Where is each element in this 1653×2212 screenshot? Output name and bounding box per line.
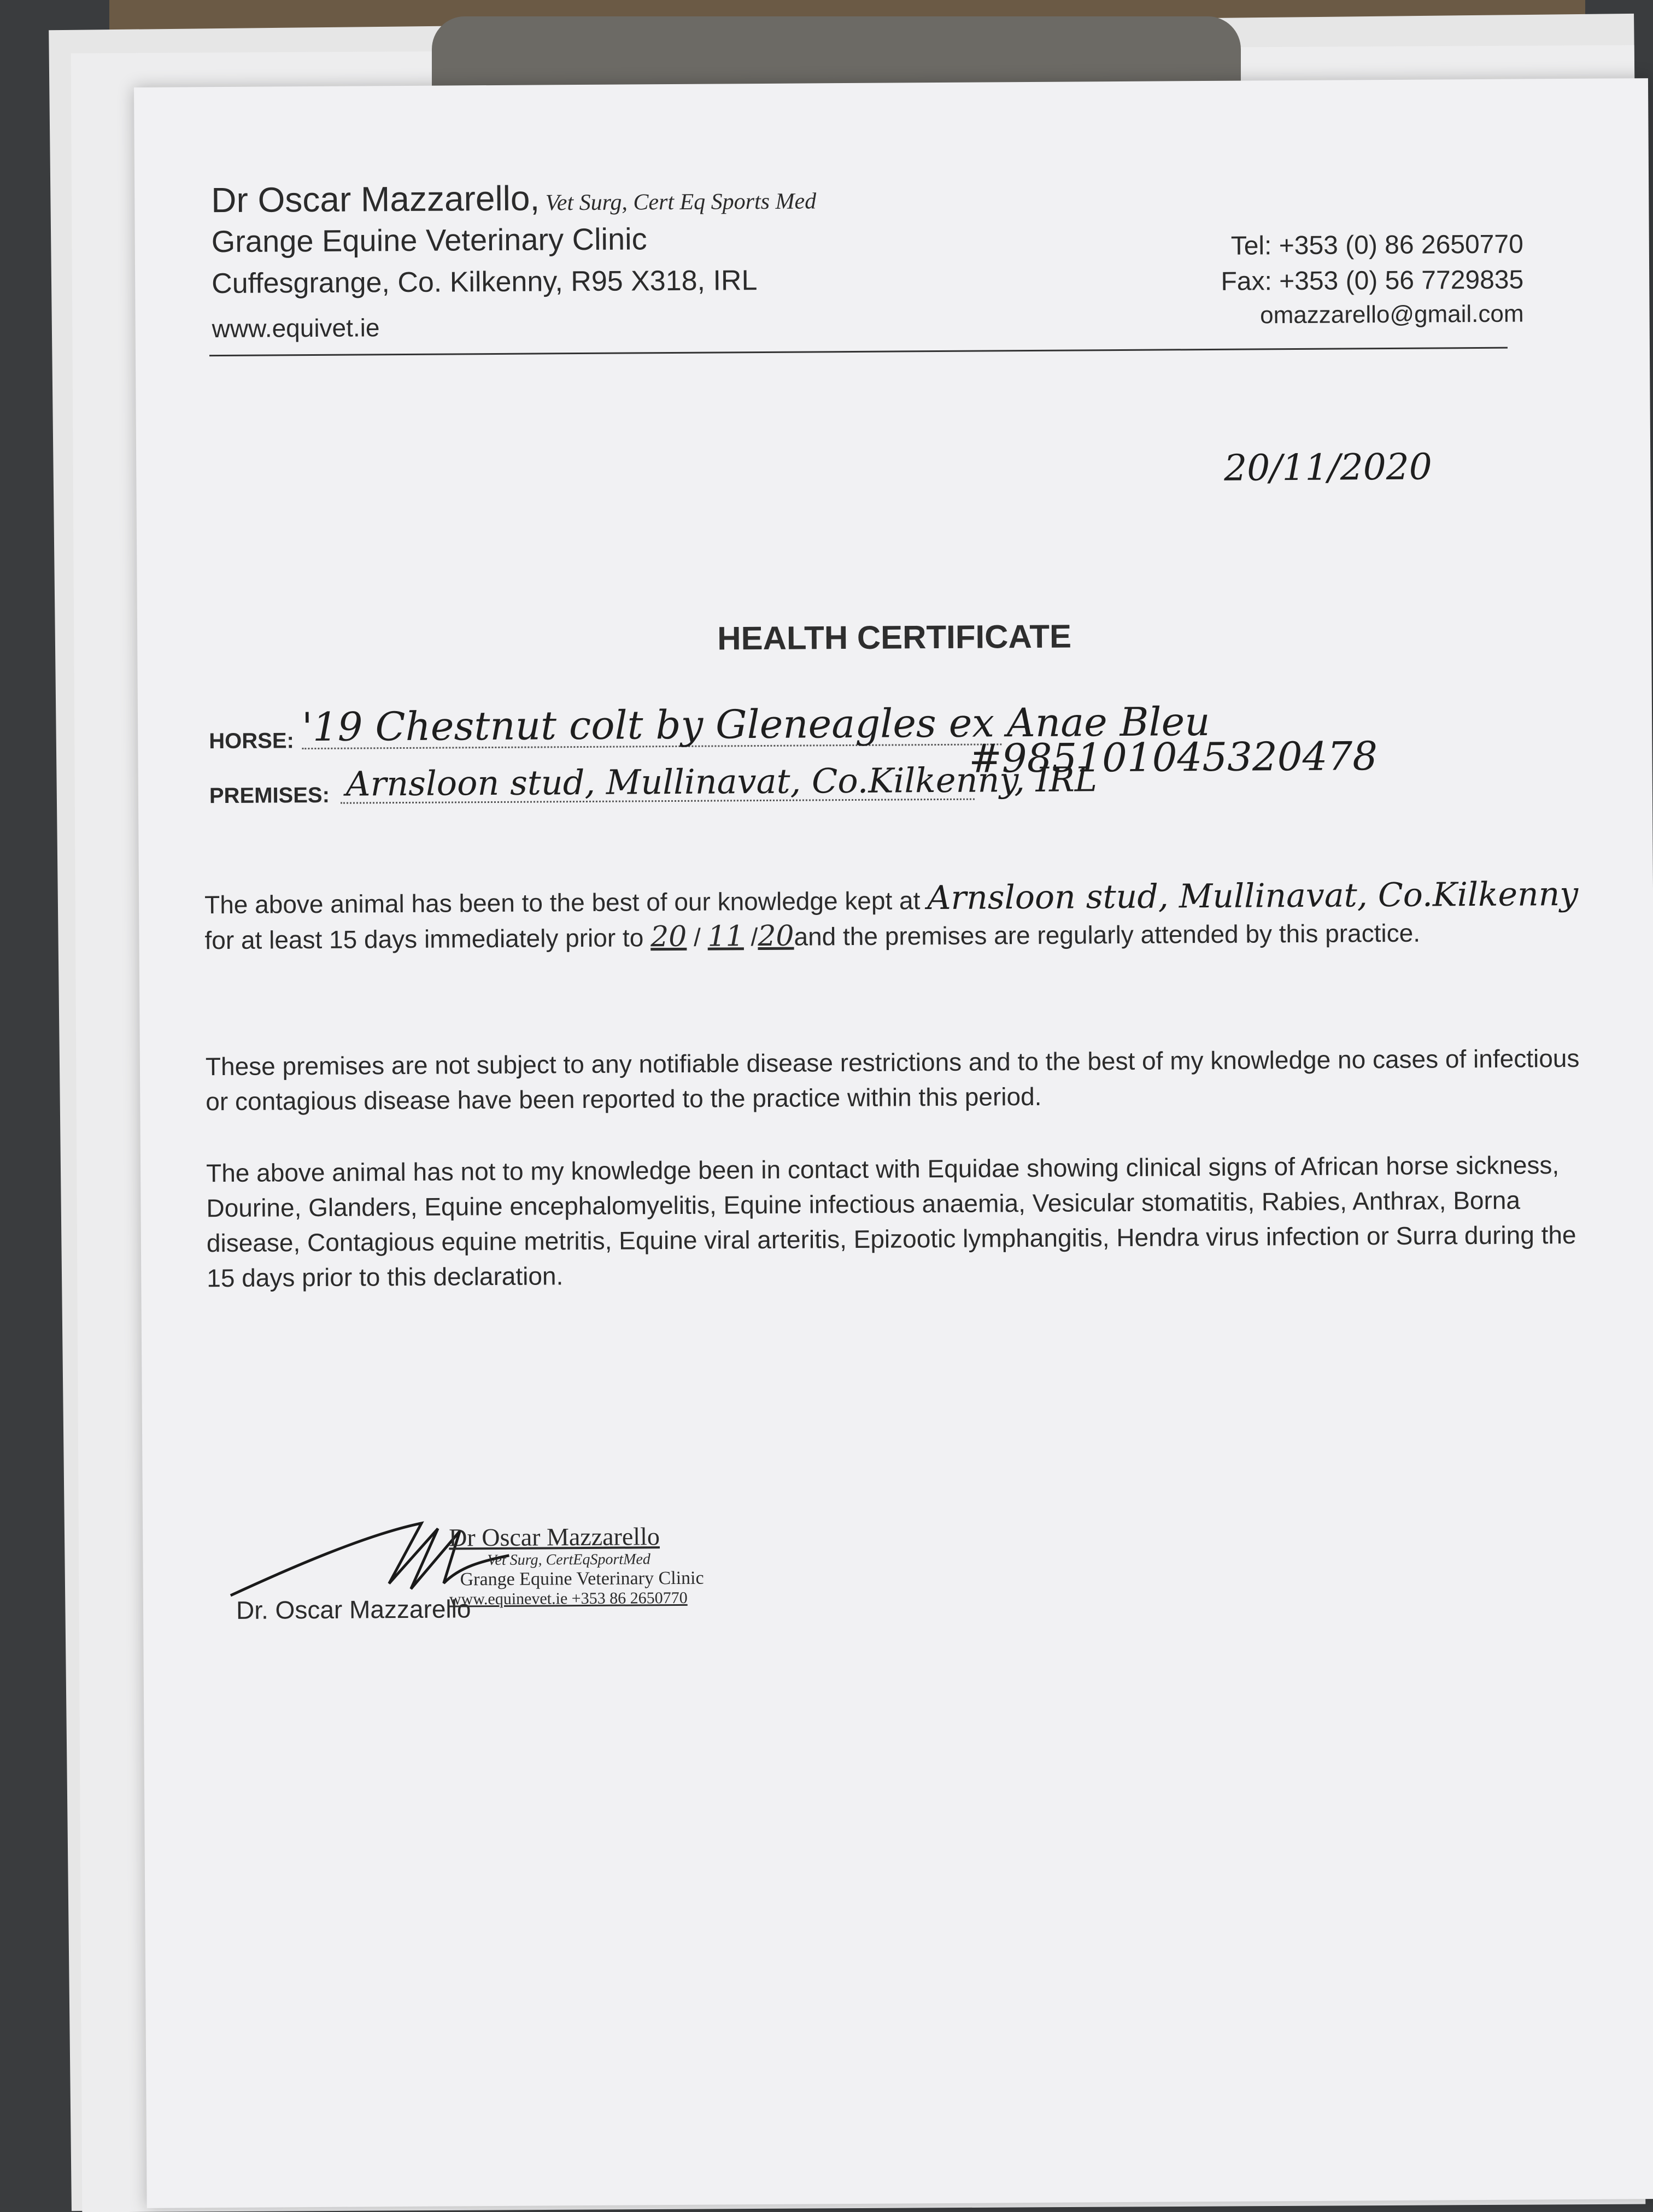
horse-label: HORSE: bbox=[209, 729, 295, 754]
stamp-name: Dr Oscar Mazzarello bbox=[449, 1522, 660, 1552]
stamp-contact: www.equinevet.ie +353 86 2650770 bbox=[449, 1588, 688, 1609]
handwritten-date: 20/11/2020 bbox=[1224, 445, 1432, 489]
paragraph-2: These premises are not subject to any notifiable disease restrictions and to the best of my knowledge no cases of infectious or contagious disease have been reported to the practice within this period. bbox=[205, 1043, 1580, 1116]
health-certificate-page bbox=[134, 78, 1653, 2208]
header-divider bbox=[209, 347, 1508, 357]
premises-value: Arnsloon stud, Mullinavat, Co.Kilkenny, IRL bbox=[345, 759, 1098, 804]
stamp-clinic: Grange Equine Veterinary Clinic bbox=[460, 1568, 704, 1590]
signatory-name: Dr. Oscar Mazzarello bbox=[236, 1594, 471, 1624]
p1-sep1: / bbox=[687, 923, 708, 952]
vet-name bbox=[211, 176, 816, 220]
p1-before: The above animal has been to the best of our knowledge kept at bbox=[204, 886, 928, 919]
p1-date-day: 20 bbox=[650, 920, 687, 954]
p1-date-month: 11 bbox=[707, 920, 744, 953]
p1-middle: for at least 15 days immediately prior to bbox=[204, 923, 651, 955]
microchip-number: #985101045320478 bbox=[969, 733, 1378, 782]
vet-stamp bbox=[449, 1522, 704, 1609]
p1-date-year: 20 bbox=[758, 919, 794, 953]
vet-qualifications: Vet Surg, Cert Eq Sports Med bbox=[540, 189, 817, 216]
premises-label: PREMISES: bbox=[209, 783, 330, 808]
vet-name-text: Dr Oscar Mazzarello, bbox=[211, 178, 540, 220]
clinic-tel: Tel: +353 (0) 86 2650770 bbox=[1230, 230, 1523, 261]
horse-value: '19 Chestnut colt by Gleneagles ex Anae Bleu bbox=[301, 698, 1210, 750]
p1-premises: Arnsloon stud, Mullinavat, Co.Kilkenny bbox=[927, 875, 1579, 918]
paragraph-3: The above animal has not to my knowledge been in contact with Equidae showing clinical signs of African horse sickness, Dourine, Glanders, Equine encephalomyelitis, Equine infectious anaemia, Vesicular stomatitis, Rabies, Anthrax, Borna disease, Contagious equine metritis, Equine viral arteritis, Epizootic lymphangitis, Hendra virus infection or Surra during the 15 days prior to this declaration. bbox=[206, 1151, 1576, 1293]
clinic-website: www.equivet.ie bbox=[212, 313, 380, 343]
clinic-address: Cuffesgrange, Co. Kilkenny, R95 X318, IRL bbox=[212, 265, 758, 300]
paragraph-1 bbox=[204, 877, 1582, 958]
page-title: HEALTH CERTIFICATE bbox=[717, 618, 1072, 657]
clinic-name: Grange Equine Veterinary Clinic bbox=[211, 221, 647, 259]
clinic-fax: Fax: +353 (0) 56 7729835 bbox=[1221, 265, 1524, 296]
stamp-qualifications: Vet Surg, CertEqSportMed bbox=[487, 1551, 650, 1569]
clinic-email: omazzarello@gmail.com bbox=[1260, 300, 1524, 329]
p1-after: and the premises are regularly attended by this practice. bbox=[794, 918, 1421, 951]
p1-sep2: / bbox=[743, 923, 758, 952]
